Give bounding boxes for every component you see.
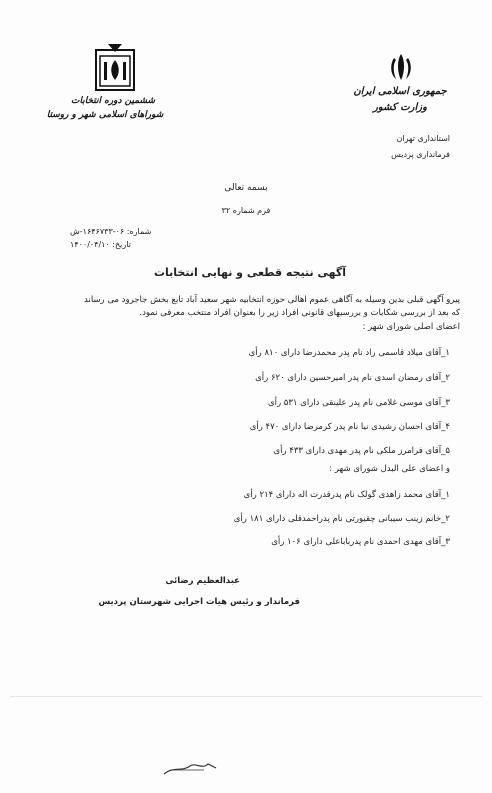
divider — [10, 696, 482, 697]
org-line2: فرمانداری پردیس — [391, 150, 450, 159]
org-line1: استانداری تهران — [396, 134, 450, 143]
main-member-4: ۴_آقای احسان رشیدی نیا نام پدر کرمرضا دارای ۴۷۰ رأی — [249, 422, 450, 432]
signer-name: عبدالعظیم رضائی — [165, 576, 240, 586]
alternate-member-3: ۳_آقای مهدی احمدی نام پدرباباعلی دارای ۱۰۶ رأی — [271, 537, 450, 547]
basmala: بسمه تعالی — [224, 183, 268, 193]
right-emblem-line1: جمهوری اسلامی ایران — [353, 86, 447, 97]
letter-date: تاریخ: ۱۴۰۰/۰۴/۱۰ — [70, 240, 131, 249]
right-emblem-line2: وزارت کشور — [373, 102, 427, 113]
intro-line-2: که بعد از بررسی شکایات و بررسیهای قانونی افراد زیر را بعنوان افراد منتخب معرفی نمود. — [139, 308, 460, 318]
main-member-2: ۲_آقای رمضان اسدی نام پدر امیرحسین دارای ۶۲۰ رأی — [255, 373, 450, 383]
alternate-member-1: ۱_آقای محمد زاهدی گولک نام پدرقدرت اله دارای ۲۱۴ رأی — [243, 490, 450, 500]
elections-emblem-icon — [92, 40, 138, 94]
letter-number: شماره: ۰۶-۱۶۴۶۷۳۳-ش — [70, 227, 152, 236]
main-members-label: اعضای اصلی شورای شهر : — [362, 322, 460, 332]
form-number: فرم شماره ۳۲ — [221, 206, 271, 215]
page-title: آگهی نتیجه قطعی و نهایی انتخابات — [153, 266, 347, 279]
main-member-5: ۵_آقای فرامرز ملکی نام پدر مهدی دارای ۴۳۳ رأی — [273, 446, 450, 456]
iran-emblem-icon — [388, 52, 414, 82]
intro-line-1: پیرو آگهی قبلی بدین وسیله به آگاهی عموم اهالی حوزه انتخابیه شهر سعید آباد تابع بخش جاجرود می رساند — [84, 295, 460, 305]
signer-title: فرماندار و رئیس هیات اجرایی شهرستان پردیس — [98, 597, 300, 607]
main-member-3: ۳_آقای موسی غلامی نام پدر علینقی دارای ۵۳۱ رأی — [267, 398, 450, 408]
handwritten-signature-icon — [160, 758, 220, 778]
main-member-1: ۱_آقای میلاد قاسمی راد نام پدر محمدرضا دارای ۸۱۰ رأی — [248, 348, 450, 358]
alternate-members-label: و اعضای علی البدل شورای شهر : — [329, 464, 450, 474]
alternate-member-2: ۲_خانم زینب سیبانی چقیورتی نام پدراحمدقلی دارای ۱۸۱ رأی — [233, 514, 450, 524]
left-emblem-line2: شوراهای اسلامی شهر و روستا — [46, 110, 164, 120]
left-emblem-line1: ششمین دوره انتخابات — [70, 96, 155, 106]
